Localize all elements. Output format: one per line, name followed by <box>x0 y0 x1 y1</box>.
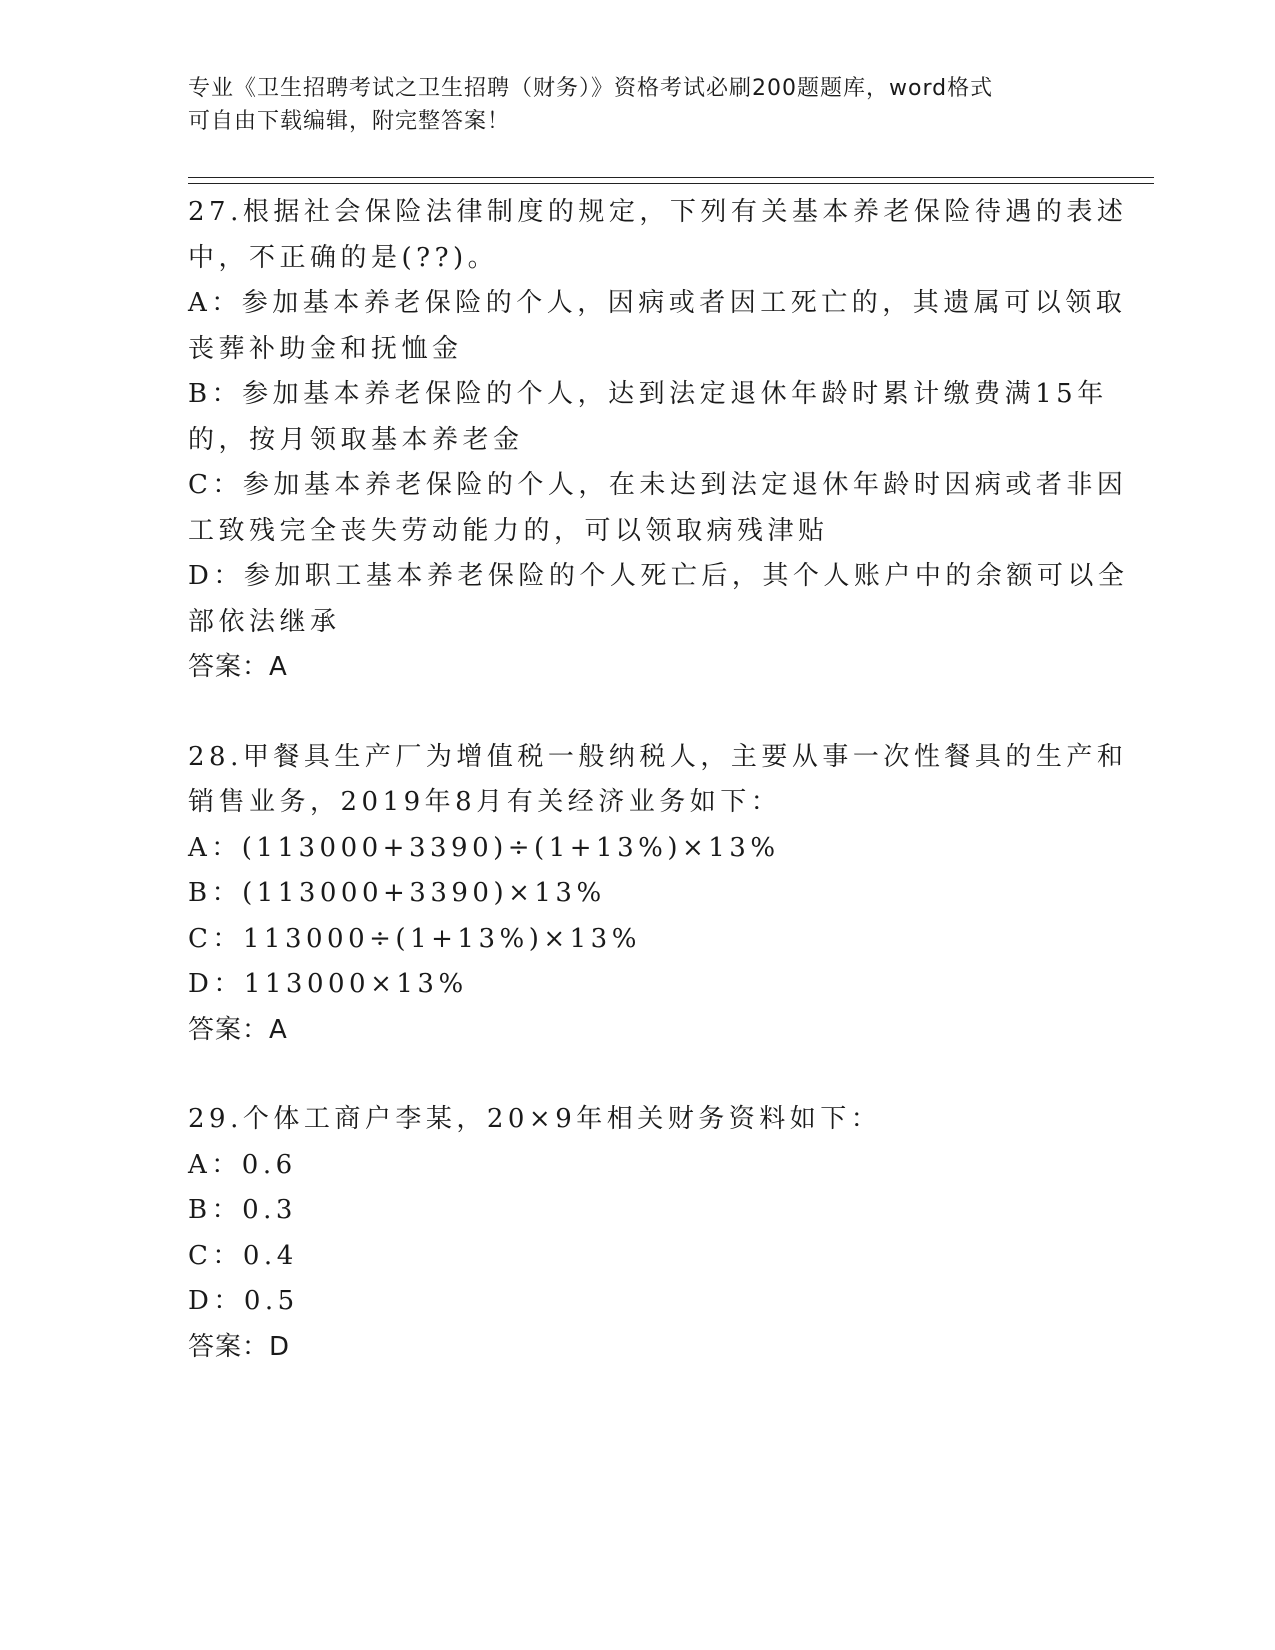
answer-label: 答案：A <box>188 1014 288 1045</box>
question-stem-line: 29.个体工商户李某，20×9年相关财务资料如下： <box>188 1104 882 1134</box>
question-list <box>188 190 1129 1414</box>
option-d: D：0.5 <box>188 1286 299 1316</box>
header-rule-bottom <box>188 183 1154 184</box>
answer-label: 答案：A <box>188 652 288 682</box>
answer-label: 答案：D <box>188 1331 291 1362</box>
option-b: B：参加基本养老保险的个人，达到法定退休年龄时累计缴费满15年 <box>188 379 1108 409</box>
option-a-continued: 丧葬补助金和抚恤金 <box>188 333 463 364</box>
option-c: C：113000÷(1+13%)×13% <box>188 923 641 954</box>
option-c: C：0.4 <box>188 1240 298 1271</box>
question-stem-line: 28.甲餐具生产厂为增值税一般纳税人，主要从事一次性餐具的生产和 <box>188 741 1128 772</box>
question-stem-line: 销售业务，2019年8月有关经济业务如下： <box>188 787 782 817</box>
question-29 <box>188 1097 1088 1370</box>
option-d-continued: 部依法继承 <box>188 606 341 637</box>
option-c: C：参加基本养老保险的个人，在未达到法定退休年龄时因病或者非因 <box>188 470 1128 500</box>
option-d: D：参加职工基本养老保险的个人死亡后，其个人账户中的余额可以全 <box>188 561 1129 591</box>
header-line-1: 专业《卫生招聘考试之卫生招聘（财务）》资格考试必刷200题题库，word格式 <box>188 76 994 101</box>
question-stem-line: 中，不正确的是(??)。 <box>188 242 499 273</box>
option-b: B：(113000+3390)×13% <box>188 878 606 908</box>
question-28 <box>188 735 1128 1054</box>
option-b: B：0.3 <box>188 1195 297 1225</box>
option-a: A：参加基本养老保险的个人，因病或者因工死亡的，其遗属可以领取 <box>188 288 1127 318</box>
option-b-continued: 的，按月领取基本养老金 <box>188 424 524 455</box>
header-line-2: 可自由下载编辑，附完整答案！ <box>188 109 511 134</box>
option-a: A：(113000+3390)÷(1+13%)×13% <box>188 832 780 863</box>
header-rule-top <box>188 177 1154 178</box>
question-27 <box>188 190 1129 691</box>
question-stem-line: 27.根据社会保险法律制度的规定，下列有关基本养老保险待遇的表述 <box>188 197 1128 227</box>
option-c-continued: 工致残完全丧失劳动能力的，可以领取病残津贴 <box>188 515 829 546</box>
option-a: A：0.6 <box>188 1149 297 1180</box>
document-header <box>188 72 1088 138</box>
option-d: D：113000×13% <box>188 969 468 999</box>
